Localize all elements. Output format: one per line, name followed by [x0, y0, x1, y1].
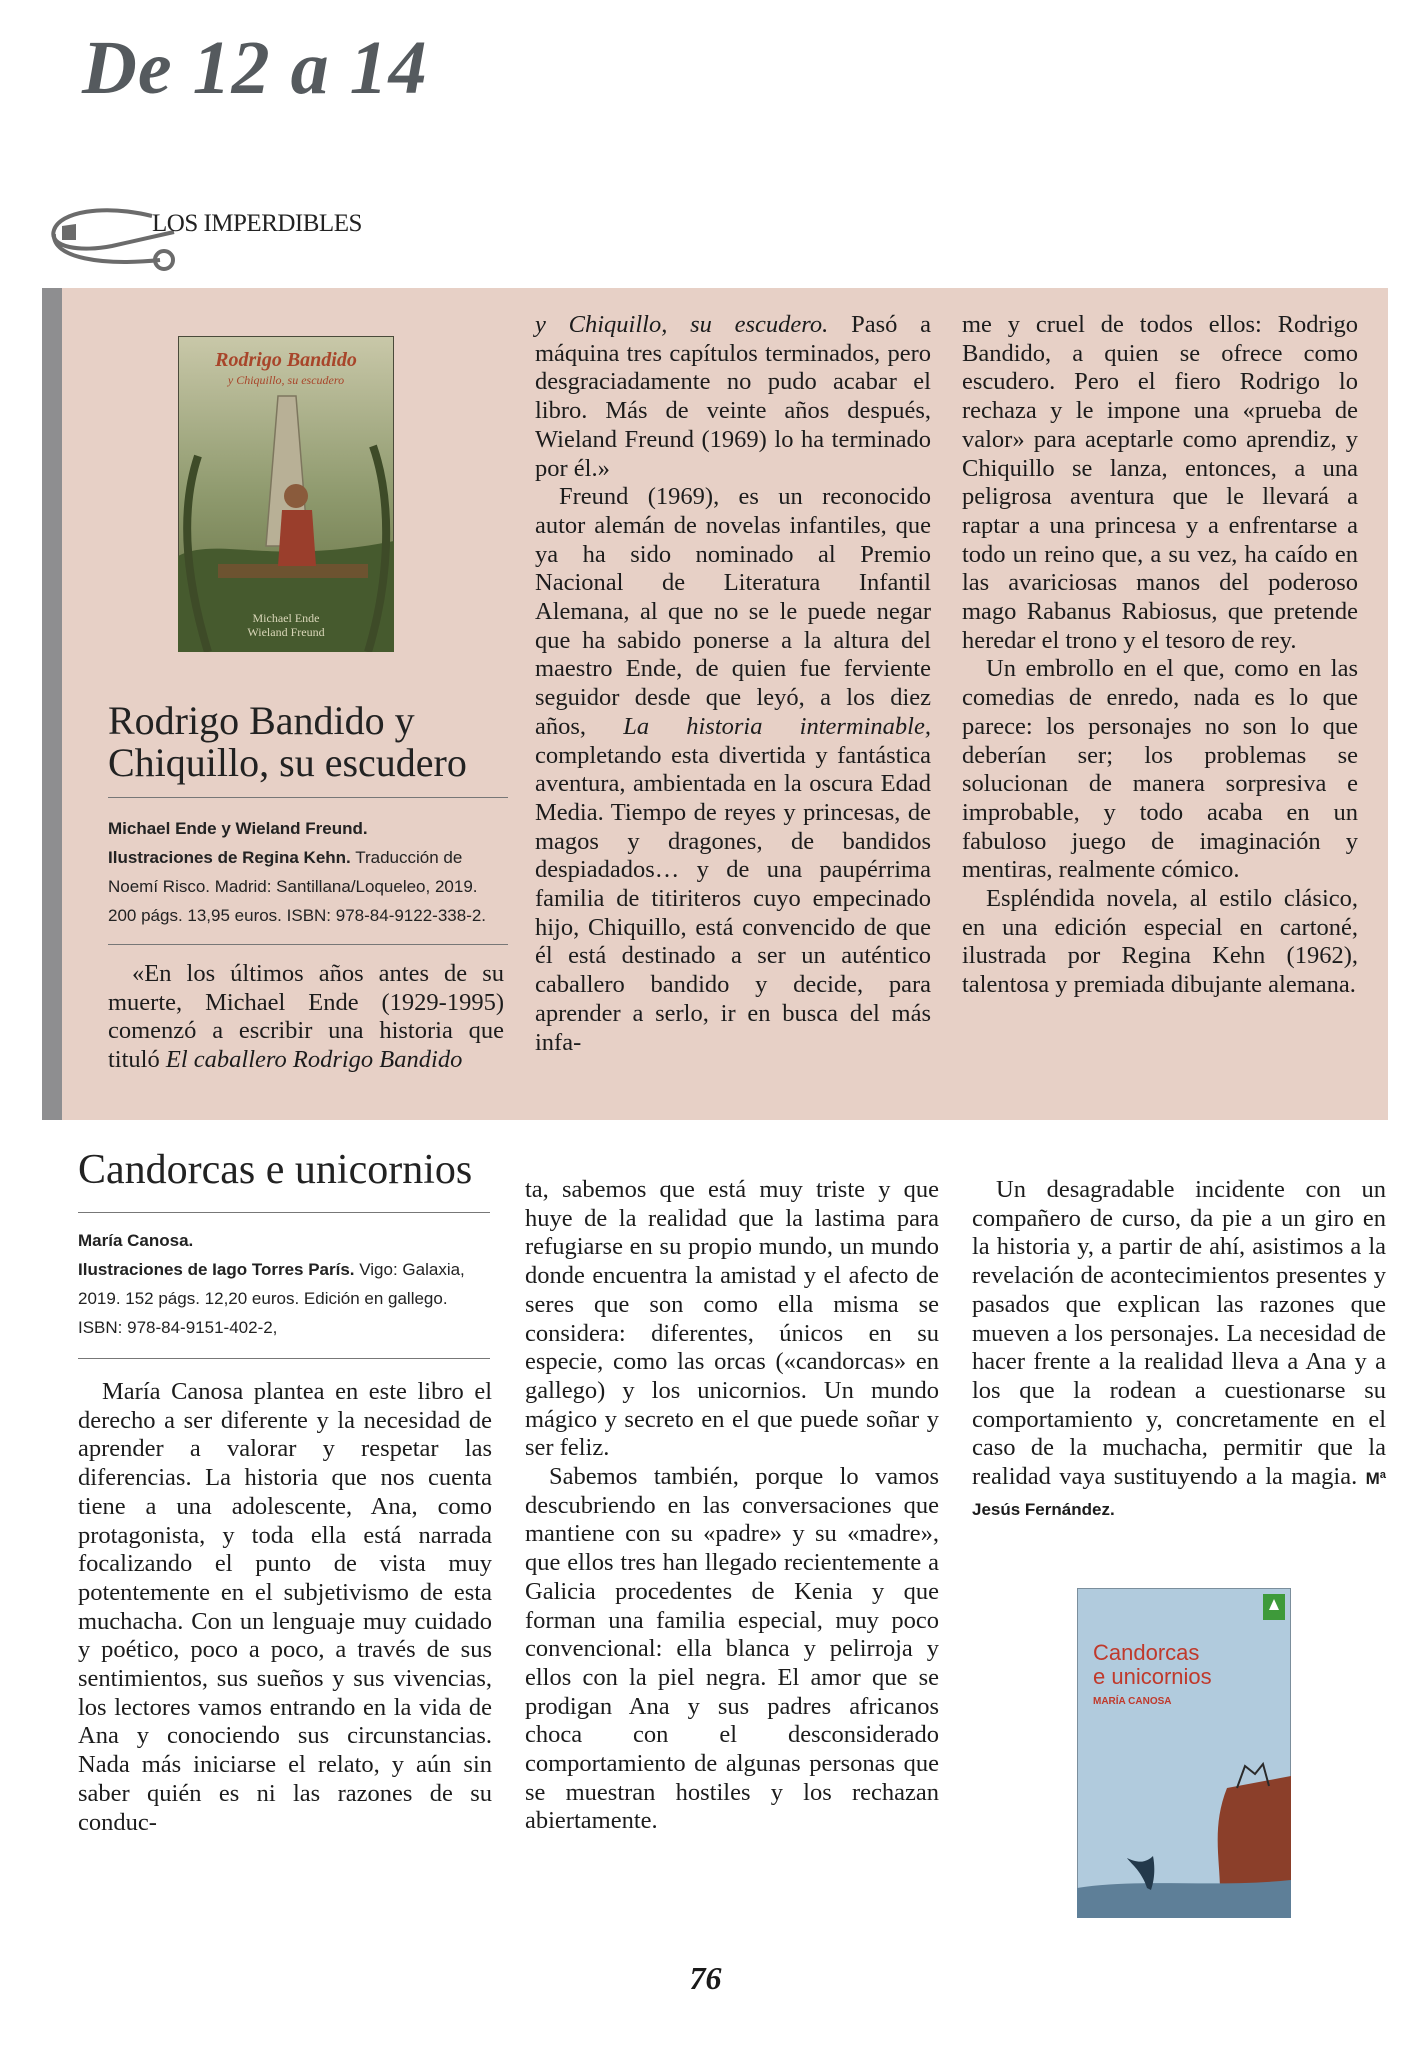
- review-signature: Mª Jesús Fernández.: [972, 1469, 1387, 1519]
- body-text: Un desagradable incidente con un compañero de curso, da pie a un giro en la historia y, a partir de ahí, asistimos a la revelación de acontecimientos presentes y pasados que explican las razones que mueven a los personajes. La necesidad de hacer frente a la realidad lleva a Ana y a los que la rodean a cuestionarse su comportamiento y, concretamente en el caso de la muchacha, permitir que la realidad vaya sustituyendo a la magia.: [972, 1176, 1386, 1491]
- meta-text: Vigo: Galaxia,: [359, 1260, 465, 1279]
- book-author: María Canosa.: [78, 1231, 194, 1250]
- book-illustrator: Ilustraciones de Regina Kehn.: [108, 848, 351, 867]
- meta-text: Traducción de: [355, 848, 463, 867]
- body-text: Un embrollo en el que, como en las comedias de enredo, nada es lo que parece: los personajes no son lo que deberían ser; los problemas se solucionan de manera sorpresiva e improbable, y todo acaba en un fabuloso juego de imaginación y mentiras, realmente cómico.: [962, 655, 1358, 884]
- book-details: [78, 1226, 498, 1342]
- review2-column-2: [525, 1176, 939, 1836]
- book-title-line1: Rodrigo Bandido y: [108, 698, 415, 743]
- cover-title-line1: Rodrigo Bandido: [215, 349, 357, 371]
- side-bar: [42, 288, 62, 1120]
- body-text: Sabemos también, porque lo vamos descubriendo en las conversaciones que mantiene con su «padre» y su «madre», que ellos tres han llegado recientemente a Galicia procedentes de Kenia y que forman una familia especial, muy poco convencional: ella blanca y pelirroja y ellos con la piel negra. El amor que se prodigan Ana y sus padres africanos choca con el desconsiderado comportamiento de algunas personas que se muestran hostiles y los rechazan abiertamente.: [525, 1463, 939, 1835]
- body-text: Freund (1969), es un reconocido autor alemán de novelas infantiles, que ya ha sido nominado al Premio Nacional de Literatura Infantil Alemana, al que no se le puede negar que ha sabido ponerse a la altura del maestro Ende, de quien fue ferviente seguidor desde que leyó, a los diez años,: [535, 483, 931, 740]
- cover-author-line2: Wieland Freund: [247, 625, 325, 639]
- body-text-italic: El caballero Rodrigo Bandido: [165, 1046, 463, 1074]
- body-text-italic: y Chiquillo, su escudero.: [535, 311, 829, 338]
- safety-pin-icon: [42, 196, 182, 282]
- body-text: Pasó a máquina tres capítulos terminados, pero desgraciadamente no pudo acabar el libro. Más de veinte años después, Wieland Freund (1969) lo ha terminado por él.»: [535, 311, 931, 482]
- review1-column-2: [535, 311, 931, 1057]
- body-text: ta, sabemos que está muy triste y que huye de la realidad que la lastima para refugiarse en su propio mundo, un mundo donde encuentra la amistad y el afecto de seres que son como ella misma se considera: diferentes, únicos en su especie, como las orcas («candorcas» en gallego) y los unicornios. Un mundo mágico y secreto en el que puede soñar y ser feliz.: [525, 1176, 939, 1462]
- divider: [78, 1212, 490, 1213]
- body-text-italic: La historia interminable,: [623, 712, 931, 740]
- divider: [108, 944, 508, 945]
- divider: [108, 797, 508, 798]
- book-title-candorcas: Candorcas e unicornios: [78, 1147, 473, 1193]
- cover-title-line1: Candorcas: [1093, 1640, 1200, 1665]
- meta-publisher: Noemí Risco. Madrid: Santillana/Loqueleo, 2019.: [108, 877, 478, 896]
- book-cover-rodrigo-bandido: [178, 336, 394, 652]
- body-text: María Canosa plantea en este libro el derecho a ser diferente y la necesidad de aprender a valorar y respetar las diferencias. La historia que nos cuenta tiene a una adolescente, Ana, como protagonista, y toda ella está narrada focalizando el punto de vista muy potentemente en el subjetivismo de esta muchacha. Con un lenguaje muy cuidado y poético, poco a poco, a través de sus sentimientos, sus sueños y sus vivencias, los lectores vamos entrando en la vida de Ana y conociendo sus circunstancias. Nada más iniciarse el relato, y aún sin saber quién es ni las razones de su conduc-: [78, 1378, 492, 1836]
- book-details: [108, 814, 508, 930]
- book-title-line2: Chiquillo, su escudero: [108, 740, 467, 785]
- book-cover-candorcas: [1077, 1588, 1291, 1918]
- review2-column-3: [972, 1176, 1386, 1524]
- cover-author-line1: Michael Ende: [252, 611, 320, 625]
- review1-column-3: [962, 311, 1358, 1000]
- book-authors: Michael Ende y Wieland Freund.: [108, 819, 368, 838]
- body-text: completando esta divertida y fantástica aventura, ambientada en la oscura Edad Media. Tiempo de reyes y princesas, de magos y dragones, de bandidos despiadados… y de una paupérrima familia de titiriteros cuyo empecinado hijo, Chiquillo, está convencido de que él está destinado a ser un auténtico caballero bandido y decide, para aprender a serlo, ir en busca del más infa-: [535, 741, 931, 1056]
- meta-price: 2019. 152 págs. 12,20 euros. Edición en gallego.: [78, 1289, 448, 1308]
- section-label: LOS IMPERDIBLES: [152, 210, 362, 237]
- review1-column-1: [108, 960, 504, 1075]
- meta-isbn: ISBN: 978-84-9151-402-2,: [78, 1318, 278, 1337]
- body-text: «En los últimos años antes de su muerte, Michael Ende (1929-1995) comenzó a escribir una historia que tituló: [108, 960, 504, 1074]
- cover-title-line2: y Chiquillo, su escudero: [227, 373, 345, 387]
- divider: [78, 1358, 490, 1359]
- cover-author: MARÍA CANOSA: [1093, 1696, 1172, 1707]
- section-title: De 12 a 14: [82, 26, 428, 110]
- meta-price-isbn: 200 págs. 13,95 euros. ISBN: 978-84-9122-338-2.: [108, 906, 487, 925]
- body-text: me y cruel de todos ellos: Rodrigo Bandido, a quien se ofrece como escudero. Pero el fiero Rodrigo lo rechaza y le impone una «prueba de valor» para aceptarle como aprendiz, y Chiquillo se lanza, entonces, a una peligrosa aventura que le llevará a raptar a una princesa y a enfrentarse a todo un reino que, a su vez, ha caído en las avariciosas manos del poderoso mago Rabanus Rabiosus, que pretende heredar el trono y el tesoro de rey.: [962, 311, 1358, 654]
- body-text: Espléndida novela, al estilo clásico, en una edición especial en cartoné, ilustrada por Regina Kehn (1962), talentosa y premiada dibujante alemana.: [962, 885, 1358, 999]
- review2-column-1: [78, 1378, 492, 1837]
- page-number: 76: [689, 1960, 722, 1996]
- cover-title-line2: e unicornios: [1093, 1664, 1212, 1689]
- book-illustrator: Ilustraciones de Iago Torres París.: [78, 1260, 355, 1279]
